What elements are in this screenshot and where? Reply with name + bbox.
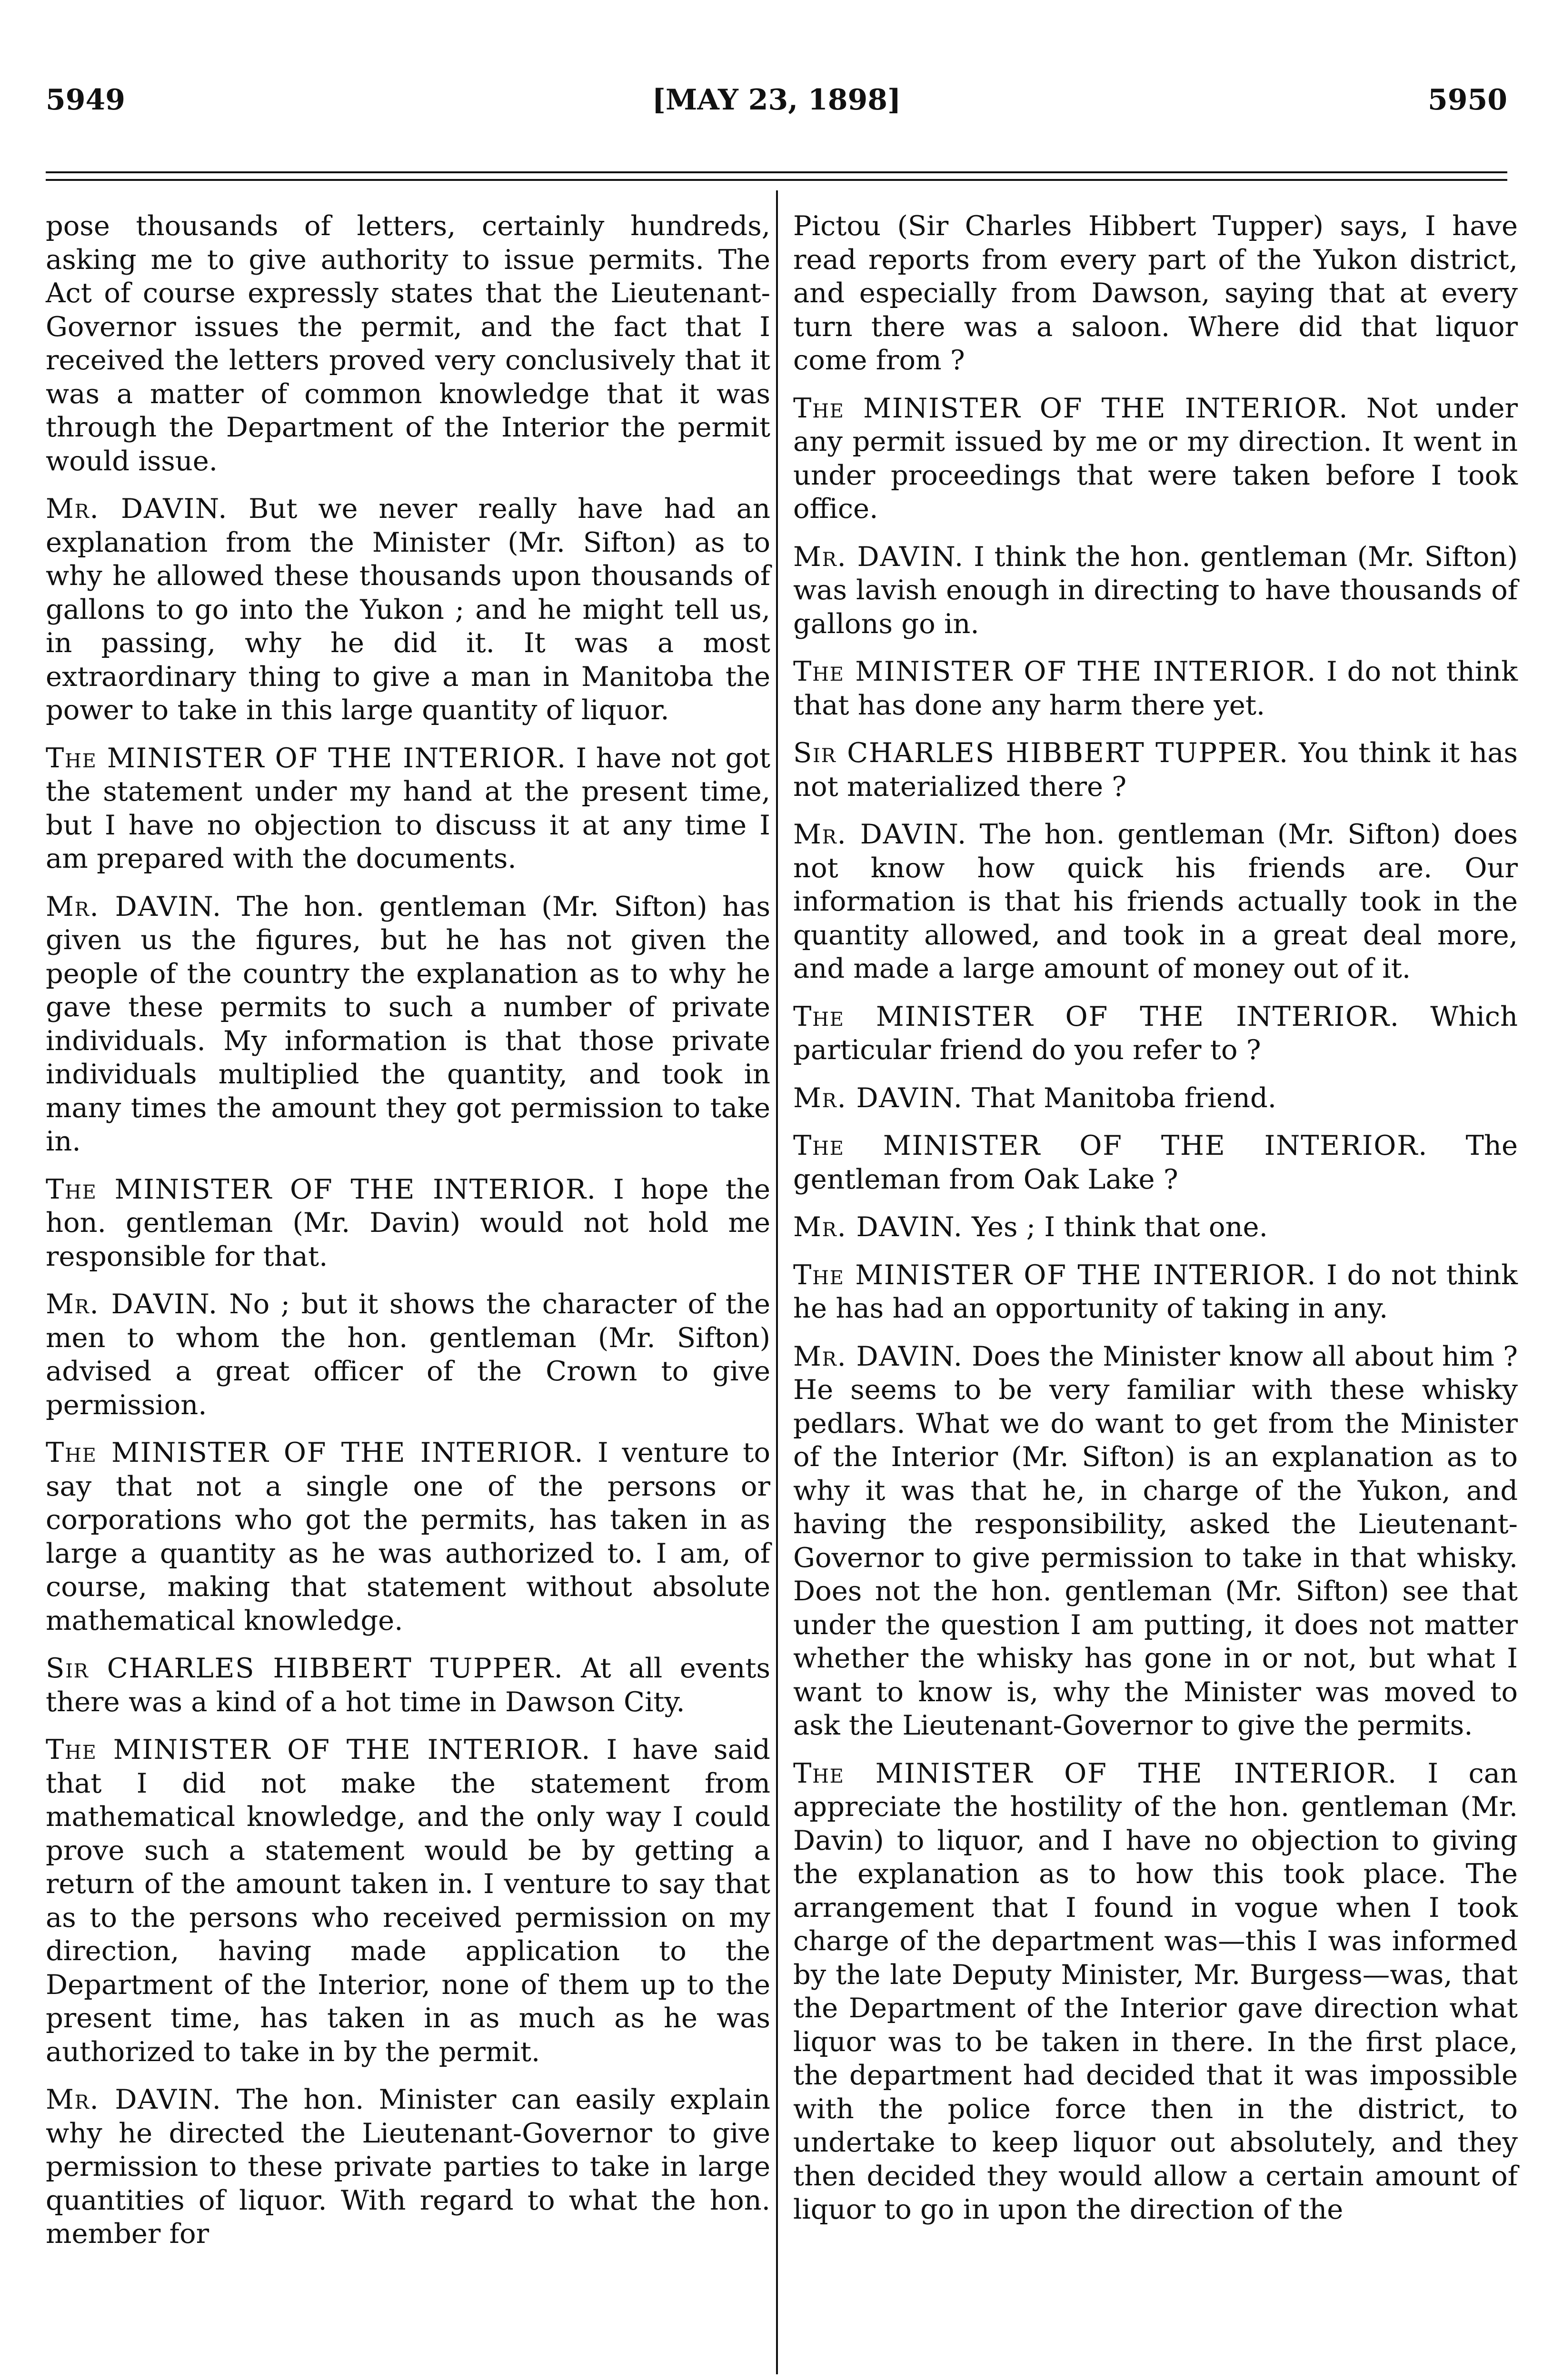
paragraph-text: The hon. gentleman (Mr. Sifton) does not know how quick his friends are. Our information is that his friends actually took in the quantity allowed, and took in a great deal more, and made a large amount of money out of it. xyxy=(793,818,1518,984)
speaker-name: The MINISTER OF THE INTERIOR. xyxy=(793,1259,1317,1291)
speaker-name: The MINISTER OF THE INTERIOR. xyxy=(46,1173,597,1205)
paragraph xyxy=(793,392,1518,526)
paragraph-text: No ; but it shows the character of the men to whom the hon. gentleman (Mr. Sifton) advised a great officer of the Crown to give permission. xyxy=(46,1288,770,1421)
page-date: [MAY 23, 1898] xyxy=(652,83,901,117)
paragraph xyxy=(46,1733,770,2069)
left-column xyxy=(46,209,770,2265)
paragraph-text: That Manitoba friend. xyxy=(972,1081,1277,1114)
speaker-name: Mr. DAVIN. xyxy=(793,540,964,573)
paragraph-text: I do not think that has done any harm there yet. xyxy=(793,655,1518,721)
paragraph-text: I can appreciate the hostility of the hon. gentleman (Mr. Davin) to liquor, and I have no objection to giving the explanation as to how this took place. The arrangement that I found in vogue when I took charge of the department was—this I was informed by the late Deputy Minister, Mr. Burgess—was, that the Department of the Interior gave direction what liquor was to be taken in there. In the first place, the department had decided that it was impossible with the police force then in the district, to undertake to keep liquor out absolutely, and they then decided they would allow a certain amount of liquor to go in upon the direction of the xyxy=(793,1757,1518,2225)
paragraph xyxy=(793,1757,1518,2227)
paragraph xyxy=(793,736,1518,803)
page-number-left: 5949 xyxy=(46,83,125,117)
speaker-name: The MINISTER OF THE INTERIOR. xyxy=(793,1130,1428,1161)
paragraph xyxy=(46,492,770,727)
column-divider xyxy=(776,190,778,2374)
paragraph-text: You think it has not materialized there ? xyxy=(793,737,1518,803)
paragraph-text: I do not think he has had an opportunity of taking in any. xyxy=(793,1259,1518,1324)
speaker-name: Mr. DAVIN. xyxy=(46,890,222,922)
speaker-name: Mr. DAVIN. xyxy=(46,1288,218,1320)
paragraph-text: I hope the hon. gentleman (Mr. Davin) would not hold me responsible for that. xyxy=(46,1173,770,1272)
speaker-name: Mr. DAVIN. xyxy=(793,1211,963,1243)
paragraph-text: The hon. Minister can easily explain why he directed the Lieutenant-Governor to give permission to these private parties to take in large quantities of liquor. With regard to what the hon. member for xyxy=(46,2083,770,2250)
paragraph xyxy=(793,209,1518,377)
paragraph-text: pose thousands of letters, certainly hundreds, asking me to give authority to issue permits. The Act of course expressly states that the Lieutenant-Governor issues the permit, and the fact that I received the letters proved very conclusively that it was a matter of common knowledge that it was through the Department of the Interior the permit would issue. xyxy=(46,210,770,477)
paragraph xyxy=(46,890,770,1159)
paragraph xyxy=(793,1210,1518,1244)
speaker-name: The MINISTER OF THE INTERIOR. xyxy=(793,655,1317,687)
paragraph xyxy=(793,1081,1518,1115)
speaker-name: Mr. DAVIN. xyxy=(793,1340,963,1372)
speaker-name: Mr. DAVIN. xyxy=(46,2083,222,2115)
paragraph xyxy=(46,1288,770,1422)
header-rule xyxy=(46,171,1507,181)
paragraph-text: At all events there was a kind of a hot time in Dawson City. xyxy=(46,1652,770,1718)
speaker-name: The MINISTER OF THE INTERIOR. xyxy=(793,1000,1400,1032)
speaker-name: Mr. DAVIN. xyxy=(793,818,967,850)
speaker-name: The MINISTER OF THE INTERIOR. xyxy=(46,1437,584,1468)
speaker-name: The MINISTER OF THE INTERIOR. xyxy=(793,392,1349,424)
page-number-right: 5950 xyxy=(1428,83,1507,117)
speaker-name: The MINISTER OF THE INTERIOR. xyxy=(793,1757,1398,1789)
paragraph-text: Not under any permit issued by me or my direction. It went in under proceedings that were taken before I took office. xyxy=(793,392,1518,525)
paragraph xyxy=(46,209,770,478)
paragraph xyxy=(793,1259,1518,1326)
paragraph xyxy=(46,2083,770,2251)
paragraph xyxy=(46,1652,770,1719)
paragraph xyxy=(793,1129,1518,1196)
paragraph-text: I venture to say that not a single one of the persons or corporations who got the permits, has taken in as large a quantity as he was authorized to. I am, of course, making that statement without absolute mathematical knowledge. xyxy=(46,1437,770,1636)
paragraph xyxy=(793,1000,1518,1067)
paragraph xyxy=(46,742,770,876)
paragraph xyxy=(46,1436,770,1637)
speaker-name: The MINISTER OF THE INTERIOR. xyxy=(46,1734,591,1765)
paragraph-text: Yes ; I think that one. xyxy=(972,1211,1268,1243)
paragraph-text: I have not got the statement under my hand at the present time, but I have no objection to discuss it at any time I am prepared with the documents. xyxy=(46,742,770,874)
speaker-name: Mr. DAVIN. xyxy=(793,1081,963,1114)
paragraph-text: The gentleman from Oak Lake ? xyxy=(793,1130,1518,1195)
paragraph xyxy=(793,1340,1518,1743)
page-header xyxy=(46,83,1507,136)
speaker-name: Sir CHARLES HIBBERT TUPPER. xyxy=(793,737,1289,769)
paragraph-text: But we never really have had an explanation from the Minister (Mr. Sifton) as to why he allowed these thousands upon thousands of gallons to go into the Yukon ; and he might tell us, in passing, why he did it. It was a most extraordinary thing to give a man in Manitoba the power to take in this large quantity of liquor. xyxy=(46,493,770,726)
paragraph-text: Does the Minister know all about him ? He seems to be very familiar with these whisky pedlars. What we do want to get from the Minister of the Interior (Mr. Sifton) is an explanation as to why it was that he, in charge of the Yukon, and having the responsibility, asked the Lieutenant-Governor to give permission to take in that whisky. Does not the hon. gentleman (Mr. Sifton) see that under the question I am putting, it does not matter whether the whisky has gone in or not, but what I want to know is, why the Minister was moved to ask the Lieutenant-Governor to give the permits. xyxy=(793,1340,1518,1741)
paragraph-text: I have said that I did not make the statement from mathematical knowledge, and the only way I could prove such a statement would be by getting a return of the amount taken in. I venture to say that as to the persons who received permission on my direction, having made application to the Department of the Interior, none of them up to the present time, has taken in as much as he was authorized to take in by the permit. xyxy=(46,1734,770,2068)
paragraph-text: The hon. gentleman (Mr. Sifton) has given us the figures, but he has not given the people of the country the explanation as to why he gave these permits to such a number of private individuals. My information is that those private individuals multiplied the quantity, and took in many times the amount they got permission to take in. xyxy=(46,890,771,1157)
speaker-name: The MINISTER OF THE INTERIOR. xyxy=(46,742,567,774)
speaker-name: Sir CHARLES HIBBERT TUPPER. xyxy=(46,1652,564,1684)
paragraph-text: Pictou (Sir Charles Hibbert Tupper) says, I have read reports from every part of the Yukon district, and especially from Dawson, saying that at every turn there was a saloon. Where did that liquor come from ? xyxy=(793,210,1518,376)
paragraph xyxy=(793,540,1518,641)
paragraph xyxy=(46,1173,770,1274)
right-column xyxy=(793,209,1518,2241)
paragraph xyxy=(793,818,1518,986)
speaker-name: Mr. DAVIN. xyxy=(46,493,228,525)
paragraph xyxy=(793,655,1518,722)
paragraph-text: Which particular friend do you refer to ? xyxy=(793,1000,1518,1066)
paragraph-text: I think the hon. gentleman (Mr. Sifton) was lavish enough in directing to have thousands of gallons go in. xyxy=(793,540,1518,640)
